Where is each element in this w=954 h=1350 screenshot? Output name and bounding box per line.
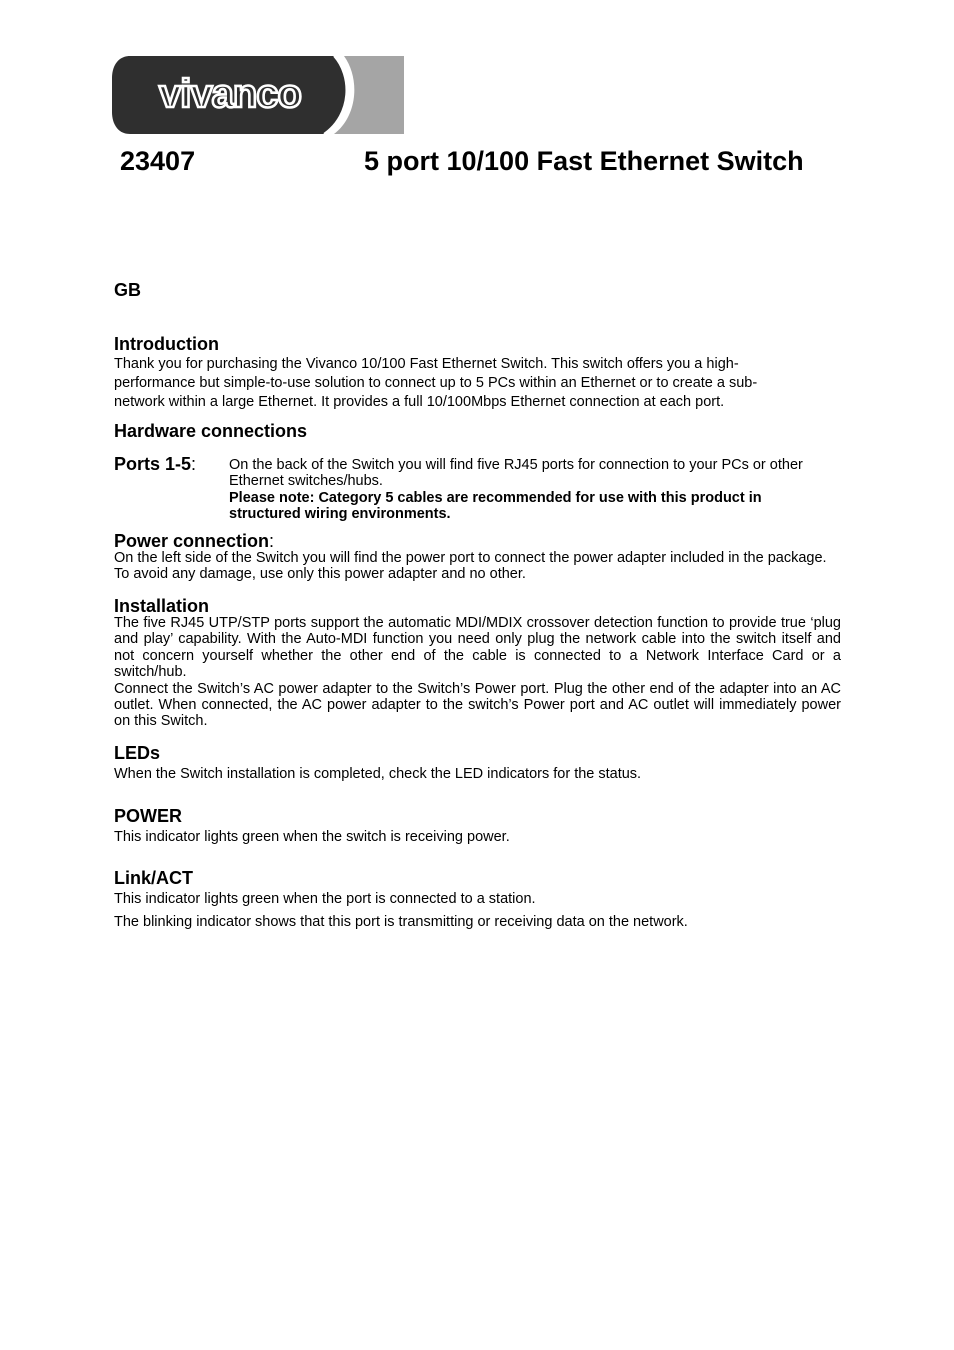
hardware-heading: Hardware connections [114,421,308,441]
introduction-line: Thank you for purchasing the Vivanco 10/100 Fast Ethernet Switch. This switch offers you a high- [114,356,739,372]
ports-description [229,457,829,523]
introduction-text [114,355,854,412]
introduction-line: network within a large Ethernet. It provides a full 10/100Mbps Ethernet connection at each port. [114,394,725,410]
product-title: 5 port 10/100 Fast Ethernet Switch [364,146,804,176]
link-act-line-2: The blinking indicator shows that this port is transmitting or receiving data on the network. [114,914,688,930]
leds-heading: LEDs [114,743,161,763]
ports-note: Please note: Category 5 cables are recommended for use with this product in structured wiring environments. [229,489,762,523]
ports-label-text: Ports 1-5 [114,454,192,474]
leds-text: When the Switch installation is completed, check the LED indicators for the status. [114,766,642,782]
ports-label [114,454,196,475]
installation-text [114,615,841,730]
link-act-heading: Link/ACT [114,868,193,888]
ports-text: On the back of the Switch you will find five RJ45 ports for connection to your PCs or other Ethernet switches/hubs. [229,457,803,490]
ports-label-colon: : [191,454,197,474]
introduction-line: performance but simple-to-use solution to connect up to 5 PCs within an Ethernet or to create a sub- [114,375,758,391]
installation-heading: Installation [114,596,210,616]
power-text: This indicator lights green when the switch is receiving power. [114,829,510,845]
installation-paragraph-2: Connect the Switch’s AC power adapter to the Switch’s Power port. Plug the other end of the adapter into an AC outlet. When connected, the AC power adapter to the switch’s Power port and AC outlet will immediately power on this Switch. [114,680,841,730]
installation-paragraph-1: The five RJ45 UTP/STP ports support the automatic MDI/MDIX crossover detection function to provide true ‘plug and play’ capability. With the Auto-MDI function you need only plug the network cable into the switch itself and not concern yourself whether the other end of the cable is connected to a Network Interface Card or a switch/hub. [114,615,841,681]
power-heading: POWER [114,806,183,826]
power-connection-colon: : [269,531,275,551]
link-act-line-1: This indicator lights green when the port is connected to a station. [114,891,536,907]
introduction-heading: Introduction [114,334,219,354]
power-connection-text: On the left side of the Switch you will find the power port to connect the power adapter included in the package. To avoid any damage, use only this power adapter and no other. [114,550,827,583]
power-connection-heading [114,531,274,552]
power-connection-heading-text: Power connection [114,531,270,551]
article-number: 23407 [120,146,196,176]
language-code: GB [114,280,141,300]
svg-text:vivanco: vivanco [159,72,301,116]
vivanco-logo [112,56,404,134]
